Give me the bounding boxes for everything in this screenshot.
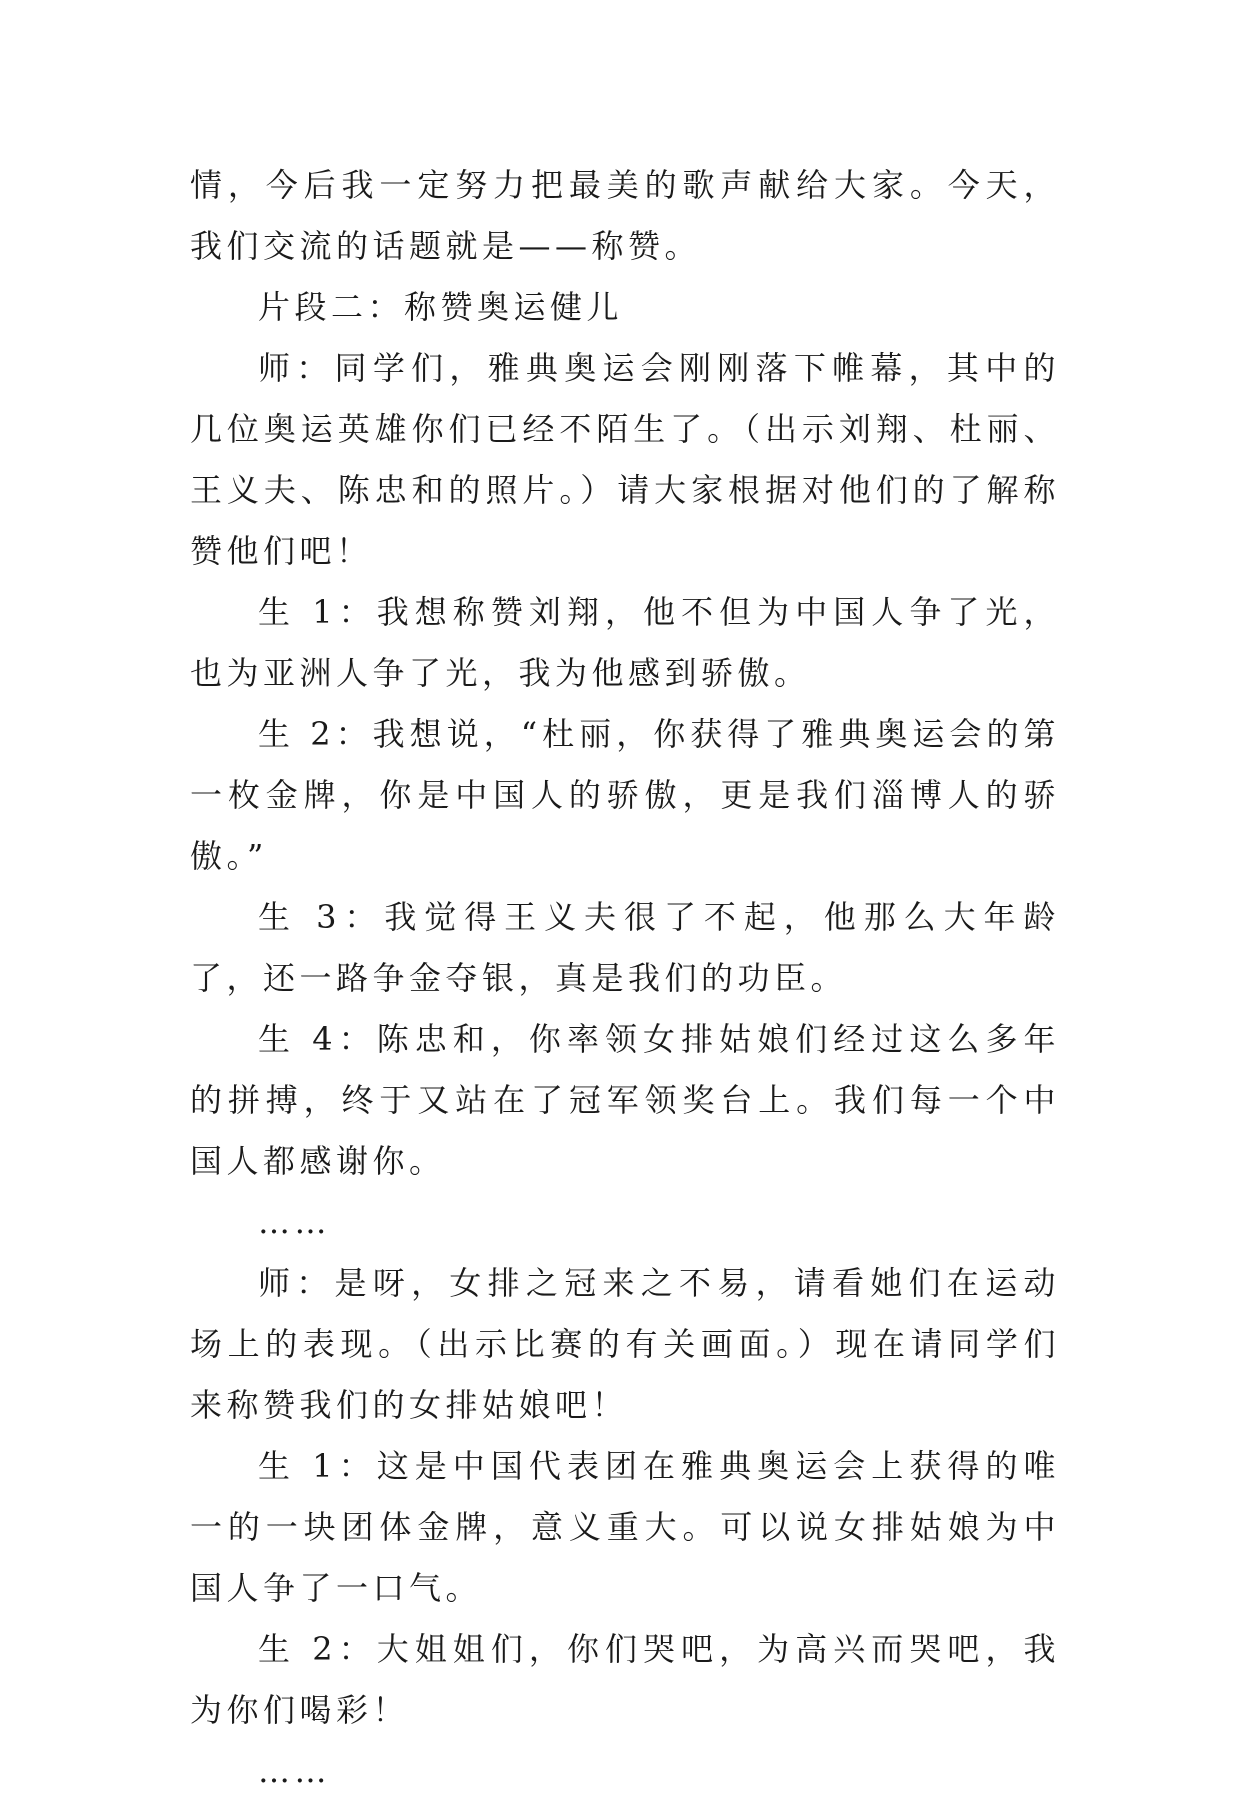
paragraph-teacher: 师：是呀，女排之冠来之不易，请看她们在运动场上的表现。（出示比赛的有关画面。）现在请同学们来称赞我们的女排姑娘吧！ bbox=[190, 1264, 1060, 1424]
section-heading: 片段二：称赞奥运健儿 bbox=[258, 288, 624, 326]
paragraph-student: 生 2：大姐姐们，你们哭吧，为高兴而哭吧，我为你们喝彩！ bbox=[190, 1630, 1060, 1729]
ellipsis: …… bbox=[258, 1203, 331, 1241]
paragraph-student: 生 1：我想称赞刘翔，他不但为中国人争了光，也为亚洲人争了光，我为他感到骄傲。 bbox=[190, 593, 1060, 692]
paragraph-student: 生 3：我觉得王义夫很了不起，他那么大年龄了，还一路争金夺银，真是我们的功臣。 bbox=[190, 898, 1060, 997]
paragraph-student: 生 4：陈忠和，你率领女排姑娘们经过这么多年的拼搏，终于又站在了冠军领奖台上。我们每一个中国人都感谢你。 bbox=[190, 1020, 1060, 1180]
paragraph-student: 生 2：我想说，“杜丽，你获得了雅典奥运会的第一枚金牌，你是中国人的骄傲，更是我们淄博人的骄傲。” bbox=[190, 715, 1060, 875]
ellipsis: …… bbox=[258, 1752, 331, 1790]
paragraph-teacher: 师：同学们，雅典奥运会刚刚落下帷幕，其中的几位奥运英雄你们已经不陌生了。（出示刘翔、杜丽、王义夫、陈忠和的照片。）请大家根据对他们的了解称赞他们吧！ bbox=[190, 349, 1060, 570]
paragraph-student: 生 1：这是中国代表团在雅典奥运会上获得的唯一的一块团体金牌，意义重大。可以说女排姑娘为中国人争了一口气。 bbox=[190, 1447, 1060, 1607]
paragraph-continuation: 情，今后我一定努力把最美的歌声献给大家。今天，我们交流的话题就是——称赞。 bbox=[190, 166, 1060, 265]
document-body bbox=[190, 155, 1060, 1802]
